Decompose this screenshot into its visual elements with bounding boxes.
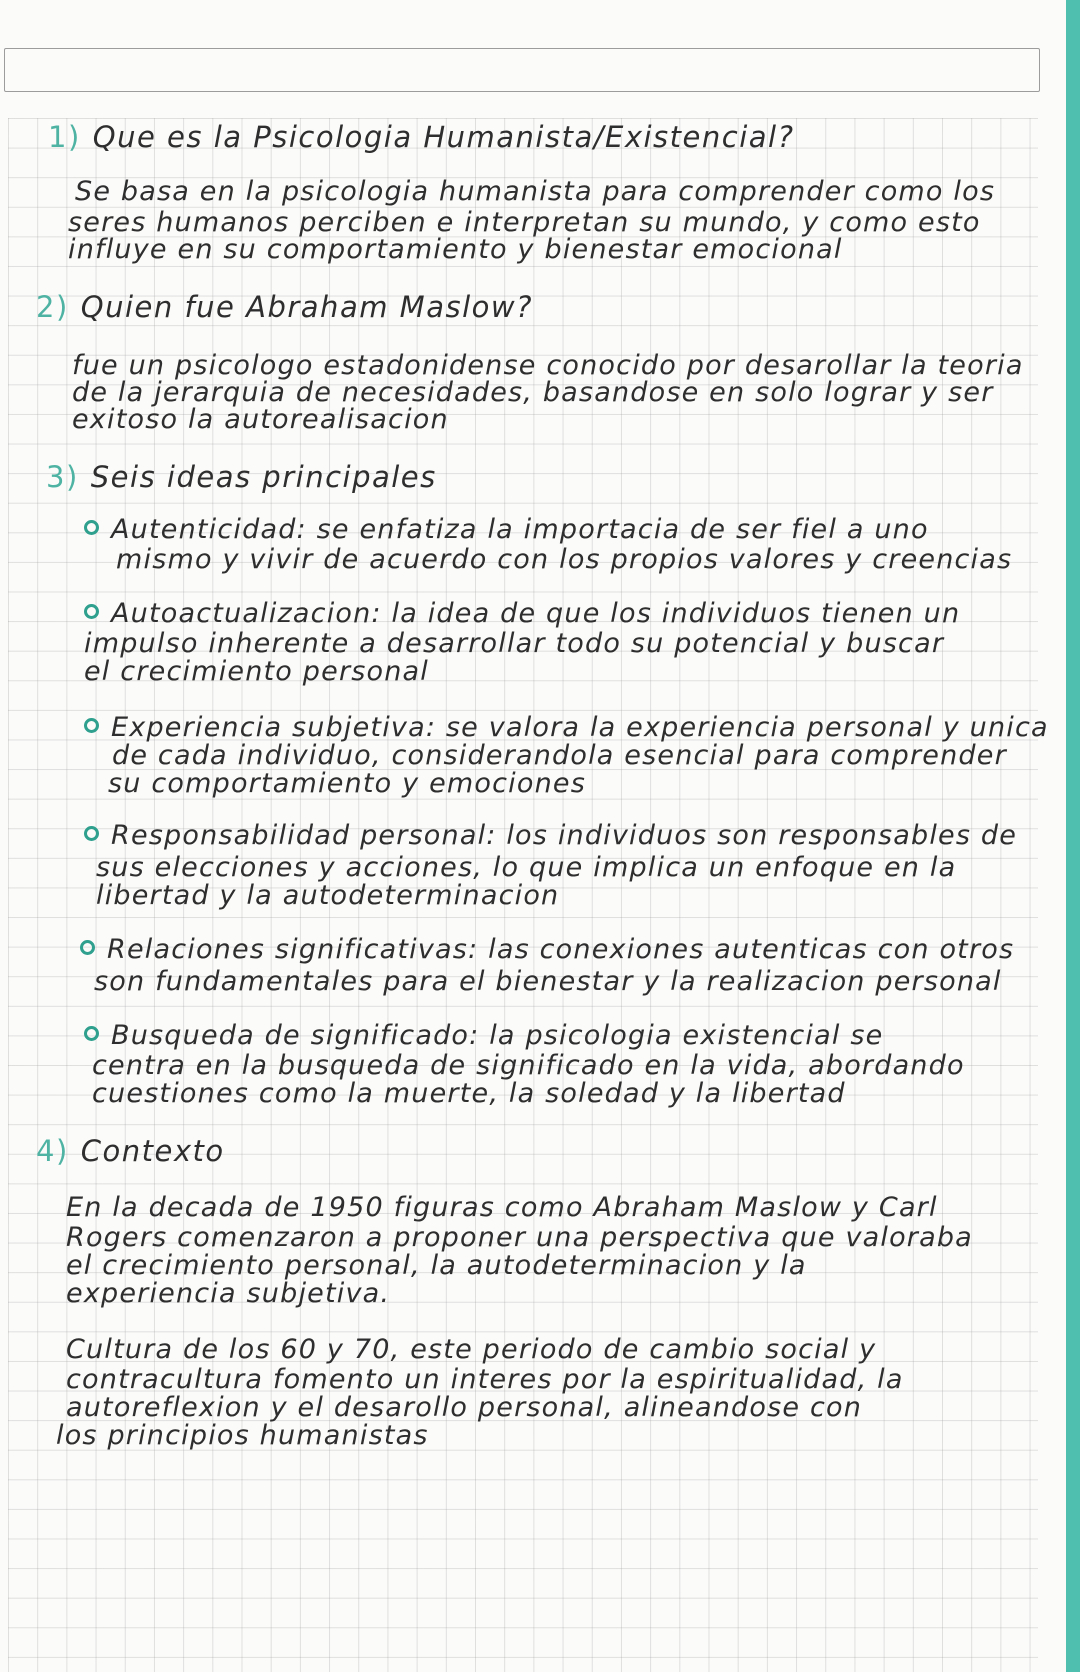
question-number: 1) — [48, 120, 81, 154]
bullet-text: son fundamentales para el bienestar y la realizacion personal — [94, 966, 1002, 997]
answer-line: seres humanos perciben e interpretan su mundo, y como esto — [68, 207, 981, 238]
question-2-heading — [36, 290, 533, 324]
question-title: Seis ideas principales — [90, 460, 437, 494]
bullet-circle-icon — [84, 520, 99, 535]
bullet-text: centra en la busqueda de significado en la vida, abordando — [92, 1050, 965, 1081]
answer-line: exitoso la autorealisacion — [72, 404, 449, 435]
notebook-edge — [1066, 0, 1080, 1672]
bullet-circle-icon — [84, 1026, 99, 1041]
bullet-text: Responsabilidad personal: los individuos son responsables de — [111, 820, 1018, 851]
answer-line: Se basa en la psicologia humanista para comprender como los — [75, 176, 996, 207]
bullet-text: libertad y la autodeterminacion — [96, 880, 560, 911]
bullet-text: Experiencia subjetiva: se valora la experiencia personal y unica — [111, 712, 1049, 743]
bullet-circle-icon — [80, 940, 95, 955]
bullet-text: el crecimiento personal — [84, 656, 430, 687]
question-title: Que es la Psicologia Humanista/Existencial? — [92, 120, 795, 154]
answer-line: de la jerarquia de necesidades, basandose en solo lograr y ser — [72, 377, 994, 408]
bullet-circle-icon — [84, 604, 99, 619]
header-box — [4, 48, 1040, 92]
bullet-text: impulso inherente a desarrollar todo su potencial y buscar — [84, 628, 945, 659]
bullet-text: cuestiones como la muerte, la soledad y la libertad — [92, 1078, 846, 1109]
bullet-text: Relaciones significativas: las conexiones autenticas con otros — [107, 934, 1015, 965]
bullet-circle-icon — [84, 826, 99, 841]
bullet-circle-icon — [84, 718, 99, 733]
bullet-text: de cada individuo, considerandola esencial para comprender — [112, 740, 1007, 771]
question-title: Quien fue Abraham Maslow? — [80, 290, 533, 324]
bullet-text: Autoactualizacion: la idea de que los individuos tienen un — [111, 598, 961, 629]
question-number: 4) — [36, 1134, 69, 1168]
question-title: Contexto — [80, 1134, 225, 1168]
answer-line: fue un psicologo estadonidense conocido por desarollar la teoria — [72, 350, 1024, 381]
bullet-text: Autenticidad: se enfatiza la importacia de ser fiel a uno — [111, 514, 929, 545]
question-number: 2) — [36, 290, 69, 324]
answer-line: influye en su comportamiento y bienestar emocional — [68, 234, 843, 265]
bullet-text: su comportamiento y emociones — [108, 768, 586, 799]
bullet-text: Busqueda de significado: la psicologia existencial se — [111, 1020, 884, 1051]
notebook-page: 1) Que es la Psicologia Humanista/Existencial? Se basa en la psicologia humanista para comprender como los seres humanos perciben e interpretan su mundo, y como esto influye en su comportamiento y bienestar emocional 2) Quien fue Abraham Maslow? fue un psicologo estadonidense conocido por desarollar la teoria de la jerarquia de necesidades, basandose en solo lograr y ser exitoso la autorealisacion 3) Seis ideas principales Autenticidad: se enfatiza la importacia de ser fiel a uno mismo y vivir de acuerdo con los propios valores y creencias Autoactualizacion: la idea de que los individuos tienen un impulso inherente a desarrollar todo su potencial y buscar el crecimiento personal Experiencia subjetiva: se valora la experiencia personal y unica de cada individuo, considerandola esencial para comprender su comportamiento y emociones Responsabilidad personal: los individuos son responsables de sus elecciones y acciones, lo que implica un enfoque en la libertad y la autodeterminacion Relaciones significativas: las conexiones autenticas con otros son fundamentales para el bienestar y la realizacion personal Busqueda de significado: la psicologia existencial se centra en la busqueda de significado en la vida, abordando cuestiones como la muerte, la soledad y la libertad 4) Contexto En la decada de 1950 figuras como Abraham Maslow y Carl Rogers comenzaron a proponer una perspectiva que valoraba el crecimiento personal, la autodeterminacion y la experiencia subjetiva. Cultura de los 60 y 70, este periodo de cambio social y contracultura fomento un interes por la espiritualidad, la autoreflexion y el desarollo personal, alineandose con los principios humanistas — [0, 0, 1080, 1672]
bullet-text: mismo y vivir de acuerdo con los propios valores y creencias — [116, 544, 1013, 575]
bullet-text: sus elecciones y acciones, lo que implica un enfoque en la — [96, 852, 957, 883]
question-3-heading — [46, 460, 437, 494]
question-1-heading — [48, 120, 794, 154]
question-4-heading — [36, 1134, 225, 1168]
question-number: 3) — [46, 460, 79, 494]
